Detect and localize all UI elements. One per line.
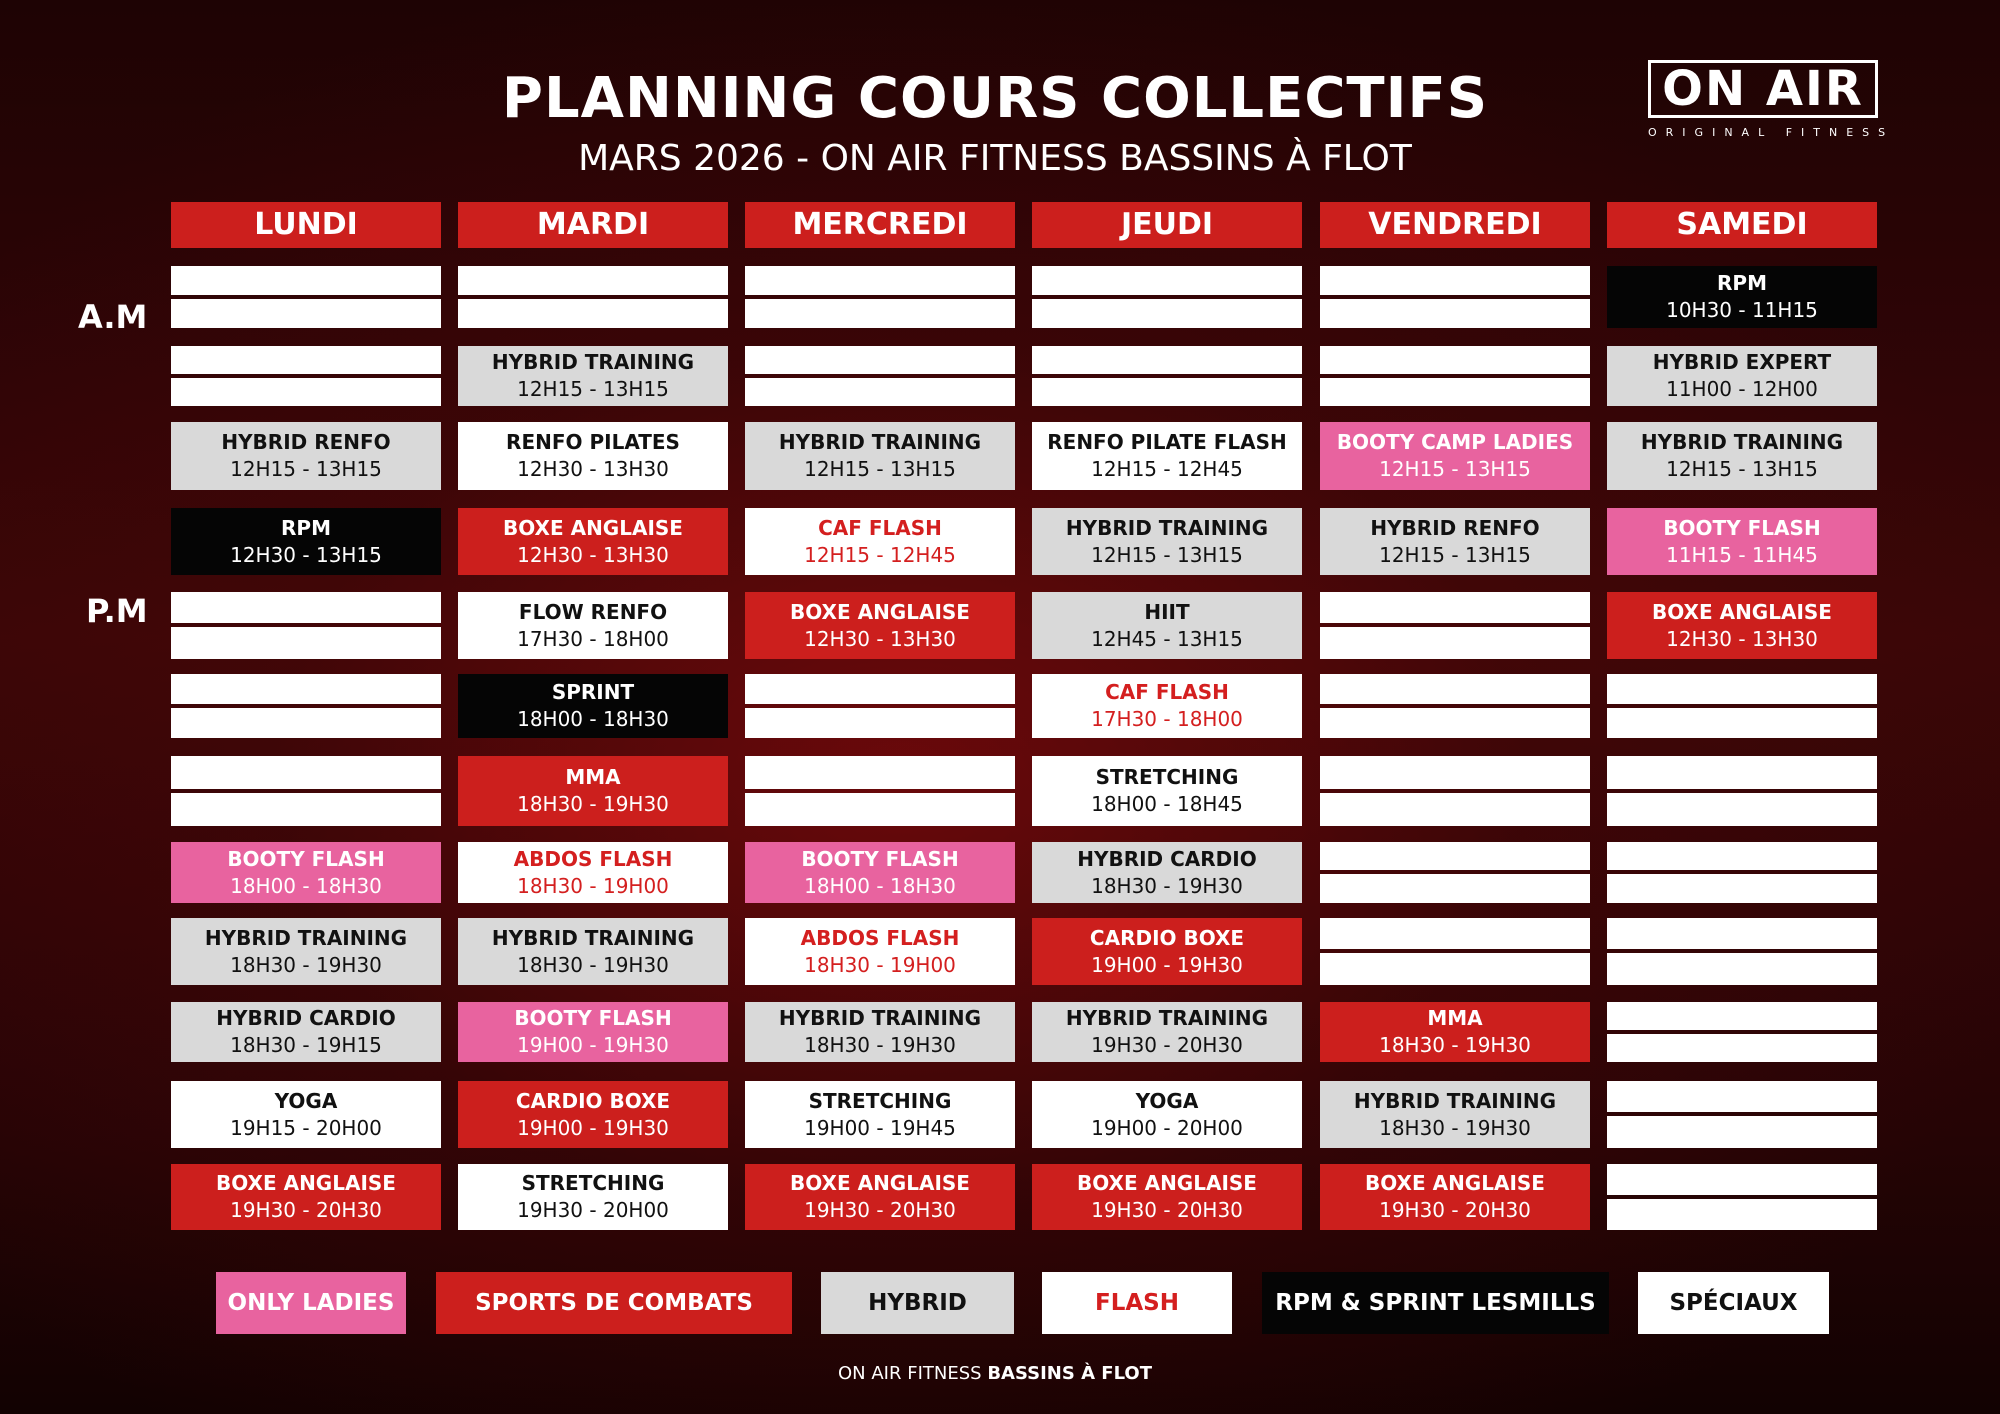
empty-bar: [1320, 674, 1590, 704]
empty-bar: [1032, 299, 1302, 328]
empty-slot-samedi: [1607, 842, 1877, 903]
legend-item-ladies: ONLY LADIES: [216, 1272, 406, 1334]
class-time: 18H30 - 19H00: [804, 952, 956, 977]
class-name: STRETCHING: [1095, 765, 1239, 789]
class-time: 18H30 - 19H15: [230, 1033, 382, 1057]
empty-bar: [745, 674, 1015, 704]
class-card: [458, 422, 728, 490]
empty-bar: [1607, 1002, 1877, 1030]
class-time: 18H00 - 18H30: [804, 873, 956, 898]
class-time: 12H30 - 13H30: [1666, 626, 1818, 651]
class-name: RENFO PILATES: [506, 430, 680, 454]
class-time: 19H15 - 20H00: [230, 1115, 382, 1140]
class-time: 18H30 - 19H30: [517, 792, 669, 816]
class-time: 19H00 - 20H00: [1091, 1115, 1243, 1140]
class-card: [1607, 592, 1877, 659]
empty-bar: [458, 266, 728, 295]
class-slot-vendredi: [1320, 1164, 1590, 1230]
empty-bar: [1607, 1164, 1877, 1195]
class-name: BOOTY CAMP LADIES: [1336, 430, 1574, 454]
class-name: YOGA: [1135, 1088, 1199, 1113]
empty-bar: [171, 592, 441, 623]
class-name: YOGA: [274, 1088, 338, 1113]
class-time: 12H30 - 13H30: [517, 542, 669, 567]
class-time: 11H15 - 11H45: [1666, 542, 1818, 567]
empty-bar: [171, 627, 441, 659]
class-name: MMA: [1427, 1006, 1483, 1030]
class-card: [745, 918, 1015, 985]
class-card: [745, 1164, 1015, 1230]
empty-bar: [1320, 874, 1590, 903]
class-card: [1032, 592, 1302, 659]
class-name: HYBRID TRAINING: [491, 925, 695, 950]
empty-bar: [745, 378, 1015, 406]
empty-bar: [745, 708, 1015, 738]
day-header-mardi: MARDI: [458, 202, 728, 248]
class-slot-mardi: [458, 1081, 728, 1148]
empty-bar: [745, 346, 1015, 374]
class-slot-vendredi: [1320, 1002, 1590, 1062]
class-time: 17H30 - 18H00: [517, 626, 669, 651]
class-card: [458, 1164, 728, 1230]
logo-wordmark: ON AIR: [1648, 60, 1878, 118]
class-time: 19H30 - 20H30: [1091, 1033, 1243, 1057]
empty-slot-mercredi: [745, 266, 1015, 328]
empty-slot-jeudi: [1032, 346, 1302, 406]
class-name: HYBRID TRAINING: [1065, 1006, 1269, 1030]
class-time: 12H45 - 13H15: [1091, 626, 1243, 651]
class-name: BOOTY FLASH: [1663, 515, 1821, 540]
class-card: [171, 918, 441, 985]
class-name: HYBRID TRAINING: [491, 350, 695, 374]
empty-slot-mercredi: [745, 756, 1015, 826]
empty-bar: [171, 708, 441, 738]
day-header-jeudi: JEUDI: [1032, 202, 1302, 248]
class-name: HYBRID TRAINING: [1065, 515, 1269, 540]
class-slot-mercredi: [745, 1002, 1015, 1062]
empty-slot-vendredi: [1320, 674, 1590, 738]
class-card: [1032, 756, 1302, 826]
class-slot-lundi: [171, 842, 441, 903]
class-slot-mercredi: [745, 592, 1015, 659]
class-slot-jeudi: [1032, 592, 1302, 659]
class-card: [458, 346, 728, 406]
class-slot-samedi: [1607, 266, 1877, 328]
class-card: [1032, 674, 1302, 738]
class-slot-lundi: [171, 508, 441, 575]
class-slot-jeudi: [1032, 842, 1302, 903]
empty-bar: [1320, 918, 1590, 949]
class-name: HYBRID TRAINING: [778, 430, 982, 454]
class-card: [1032, 1002, 1302, 1062]
empty-slot-samedi: [1607, 756, 1877, 826]
empty-bar: [1607, 708, 1877, 738]
empty-bar: [745, 299, 1015, 328]
empty-slot-samedi: [1607, 674, 1877, 738]
class-name: HYBRID CARDIO: [216, 1006, 396, 1030]
class-time: 19H00 - 19H30: [1091, 952, 1243, 977]
class-slot-mercredi: [745, 508, 1015, 575]
class-name: CAF FLASH: [1105, 680, 1229, 704]
class-name: BOXE ANGLAISE: [1652, 599, 1832, 624]
class-slot-jeudi: [1032, 674, 1302, 738]
empty-slot-vendredi: [1320, 756, 1590, 826]
class-slot-jeudi: [1032, 1081, 1302, 1148]
empty-bar: [1607, 1081, 1877, 1112]
class-time: 19H00 - 19H30: [517, 1033, 669, 1057]
class-time: 18H00 - 18H30: [517, 707, 669, 731]
class-slot-mercredi: [745, 1081, 1015, 1148]
page-subtitle: MARS 2026 - ON AIR FITNESS BASSINS À FLOT: [578, 138, 1412, 179]
empty-bar: [1320, 346, 1590, 374]
empty-bar: [171, 299, 441, 328]
class-slot-samedi: [1607, 346, 1877, 406]
class-name: BOOTY FLASH: [801, 846, 959, 871]
class-card: [1607, 266, 1877, 328]
class-name: BOXE ANGLAISE: [790, 1171, 970, 1195]
class-card: [745, 842, 1015, 903]
class-slot-mardi: [458, 422, 728, 490]
footer: [0, 1363, 1990, 1384]
class-time: 18H30 - 19H30: [230, 952, 382, 977]
class-card: [458, 592, 728, 659]
class-time: 18H30 - 19H00: [517, 873, 669, 898]
class-name: HYBRID EXPERT: [1652, 350, 1832, 374]
class-name: CAF FLASH: [818, 515, 942, 540]
class-time: 12H30 - 13H30: [804, 626, 956, 651]
class-name: HYBRID TRAINING: [204, 925, 408, 950]
class-name: BOOTY FLASH: [514, 1006, 672, 1030]
class-card: [458, 756, 728, 826]
class-card: [171, 1081, 441, 1148]
empty-bar: [1607, 1116, 1877, 1148]
legend-item-special: SPÉCIAUX: [1638, 1272, 1829, 1334]
class-name: BOXE ANGLAISE: [790, 599, 970, 624]
class-slot-lundi: [171, 1081, 441, 1148]
class-time: 18H30 - 19H30: [804, 1033, 956, 1057]
class-time: 12H15 - 13H15: [1379, 457, 1531, 481]
class-card: [1607, 346, 1877, 406]
empty-slot-vendredi: [1320, 842, 1590, 903]
class-card: [745, 508, 1015, 575]
class-name: ABDOS FLASH: [800, 925, 960, 950]
am-label: A.M: [78, 298, 148, 336]
class-card: [171, 842, 441, 903]
empty-bar: [745, 793, 1015, 826]
class-slot-mercredi: [745, 842, 1015, 903]
class-card: [1032, 422, 1302, 490]
empty-slot-lundi: [171, 592, 441, 659]
class-slot-mardi: [458, 592, 728, 659]
class-name: HYBRID TRAINING: [778, 1006, 982, 1030]
class-name: FLOW RENFO: [518, 599, 668, 624]
class-slot-samedi: [1607, 592, 1877, 659]
class-name: CARDIO BOXE: [515, 1088, 671, 1113]
empty-slot-samedi: [1607, 1164, 1877, 1230]
empty-bar: [1320, 953, 1590, 985]
empty-bar: [171, 266, 441, 295]
class-slot-lundi: [171, 422, 441, 490]
empty-slot-samedi: [1607, 918, 1877, 985]
class-slot-jeudi: [1032, 756, 1302, 826]
empty-bar: [171, 378, 441, 406]
legend-item-combat: SPORTS DE COMBATS: [436, 1272, 792, 1334]
class-time: 10H30 - 11H15: [1666, 298, 1818, 322]
class-slot-lundi: [171, 1164, 441, 1230]
class-card: [1032, 508, 1302, 575]
empty-slot-vendredi: [1320, 918, 1590, 985]
class-name: BOXE ANGLAISE: [216, 1171, 396, 1195]
empty-bar: [1607, 1199, 1877, 1230]
empty-bar: [171, 674, 441, 704]
class-card: [458, 674, 728, 738]
class-time: 12H15 - 12H45: [1091, 457, 1243, 481]
empty-bar: [1032, 378, 1302, 406]
class-time: 18H30 - 19H30: [1379, 1115, 1531, 1140]
class-slot-samedi: [1607, 422, 1877, 490]
empty-bar: [1607, 874, 1877, 903]
class-slot-vendredi: [1320, 508, 1590, 575]
empty-slot-mardi: [458, 266, 728, 328]
empty-bar: [745, 266, 1015, 295]
empty-bar: [1320, 299, 1590, 328]
empty-bar: [171, 793, 441, 826]
class-card: [171, 422, 441, 490]
empty-slot-mercredi: [745, 346, 1015, 406]
class-name: BOOTY FLASH: [227, 846, 385, 871]
class-card: [458, 1002, 728, 1062]
page-title: PLANNING COURS COLLECTIFS: [501, 66, 1489, 131]
class-name: RPM: [281, 515, 331, 540]
empty-slot-lundi: [171, 756, 441, 826]
empty-slot-jeudi: [1032, 266, 1302, 328]
class-time: 18H30 - 19H30: [1379, 1033, 1531, 1057]
legend-item-hybrid: HYBRID: [821, 1272, 1014, 1334]
class-time: 19H00 - 19H45: [804, 1115, 956, 1140]
class-name: MMA: [565, 765, 621, 789]
empty-bar: [1320, 708, 1590, 738]
class-time: 18H30 - 19H30: [517, 952, 669, 977]
empty-bar: [1320, 793, 1590, 826]
class-time: 12H30 - 13H15: [230, 542, 382, 567]
class-time: 19H00 - 19H30: [517, 1115, 669, 1140]
class-card: [745, 1002, 1015, 1062]
class-slot-samedi: [1607, 508, 1877, 575]
day-header-mercredi: MERCREDI: [745, 202, 1015, 248]
class-time: 12H15 - 13H15: [1666, 457, 1818, 481]
class-time: 12H15 - 13H15: [1379, 542, 1531, 567]
class-time: 19H30 - 20H30: [804, 1198, 956, 1222]
class-name: HYBRID CARDIO: [1077, 846, 1257, 871]
empty-slot-vendredi: [1320, 346, 1590, 406]
class-card: [458, 842, 728, 903]
pm-label: P.M: [86, 592, 148, 630]
class-name: RENFO PILATE FLASH: [1047, 430, 1287, 454]
class-card: [745, 592, 1015, 659]
class-time: 11H00 - 12H00: [1666, 377, 1818, 401]
empty-bar: [1320, 378, 1590, 406]
empty-bar: [1032, 266, 1302, 295]
class-slot-mercredi: [745, 422, 1015, 490]
class-slot-mardi: [458, 346, 728, 406]
class-slot-vendredi: [1320, 1081, 1590, 1148]
footer-location: BASSINS À FLOT: [987, 1363, 1152, 1384]
class-name: HYBRID TRAINING: [1640, 430, 1844, 454]
class-card: [458, 1081, 728, 1148]
class-slot-mardi: [458, 1164, 728, 1230]
class-name: BOXE ANGLAISE: [1365, 1171, 1545, 1195]
empty-bar: [1607, 918, 1877, 949]
class-slot-mardi: [458, 674, 728, 738]
day-header-samedi: SAMEDI: [1607, 202, 1877, 248]
class-name: SPRINT: [551, 680, 635, 704]
empty-bar: [1320, 592, 1590, 623]
empty-bar: [1032, 346, 1302, 374]
empty-bar: [1607, 1034, 1877, 1062]
empty-slot-lundi: [171, 346, 441, 406]
class-name: STRETCHING: [521, 1171, 665, 1195]
class-slot-mardi: [458, 918, 728, 985]
class-card: [1032, 1164, 1302, 1230]
class-card: [1032, 1081, 1302, 1148]
class-name: BOXE ANGLAISE: [1077, 1171, 1257, 1195]
legend-item-rpm: RPM & SPRINT LESMILLS: [1262, 1272, 1609, 1334]
class-time: 19H30 - 20H30: [1091, 1198, 1243, 1222]
class-name: STRETCHING: [808, 1088, 952, 1113]
class-slot-jeudi: [1032, 918, 1302, 985]
class-time: 18H00 - 18H45: [1091, 792, 1243, 816]
class-slot-mardi: [458, 756, 728, 826]
class-time: 19H30 - 20H30: [1379, 1198, 1531, 1222]
class-name: ABDOS FLASH: [513, 846, 673, 871]
empty-bar: [1607, 953, 1877, 985]
empty-bar: [171, 756, 441, 789]
class-card: [1032, 842, 1302, 903]
empty-bar: [1607, 842, 1877, 870]
empty-slot-lundi: [171, 266, 441, 328]
empty-bar: [1320, 627, 1590, 659]
class-card: [745, 422, 1015, 490]
brand-logo: [1648, 60, 1895, 142]
class-time: 12H15 - 13H15: [804, 457, 956, 481]
class-name: CARDIO BOXE: [1089, 925, 1245, 950]
class-slot-jeudi: [1032, 1002, 1302, 1062]
class-card: [458, 508, 728, 575]
class-time: 12H15 - 13H15: [1091, 542, 1243, 567]
empty-bar: [171, 346, 441, 374]
class-card: [171, 1164, 441, 1230]
class-slot-mardi: [458, 508, 728, 575]
class-slot-jeudi: [1032, 422, 1302, 490]
empty-slot-lundi: [171, 674, 441, 738]
empty-bar: [458, 299, 728, 328]
class-name: RPM: [1717, 271, 1767, 295]
class-slot-jeudi: [1032, 1164, 1302, 1230]
class-name: HYBRID RENFO: [1370, 515, 1540, 540]
empty-bar: [1320, 756, 1590, 789]
class-card: [1320, 508, 1590, 575]
class-card: [1607, 508, 1877, 575]
empty-slot-samedi: [1607, 1081, 1877, 1148]
class-name: HYBRID RENFO: [221, 430, 391, 454]
class-time: 12H15 - 12H45: [804, 542, 956, 567]
empty-slot-samedi: [1607, 1002, 1877, 1062]
day-header-lundi: LUNDI: [171, 202, 441, 248]
class-card: [171, 1002, 441, 1062]
class-card: [171, 508, 441, 575]
class-slot-lundi: [171, 918, 441, 985]
class-slot-mercredi: [745, 1164, 1015, 1230]
class-card: [1320, 1002, 1590, 1062]
empty-bar: [1607, 793, 1877, 826]
logo-tagline: ORIGINAL FITNESS: [1648, 126, 1895, 139]
class-slot-mardi: [458, 842, 728, 903]
class-card: [1320, 1081, 1590, 1148]
class-name: HIIT: [1144, 599, 1190, 624]
class-name: HYBRID TRAINING: [1353, 1088, 1557, 1113]
class-card: [1032, 918, 1302, 985]
class-slot-jeudi: [1032, 508, 1302, 575]
class-time: 12H15 - 13H15: [517, 377, 669, 401]
class-slot-mardi: [458, 1002, 728, 1062]
class-card: [745, 1081, 1015, 1148]
empty-slot-vendredi: [1320, 266, 1590, 328]
class-slot-lundi: [171, 1002, 441, 1062]
empty-slot-vendredi: [1320, 592, 1590, 659]
day-header-vendredi: VENDREDI: [1320, 202, 1590, 248]
class-slot-vendredi: [1320, 422, 1590, 490]
class-time: 12H15 - 13H15: [230, 457, 382, 481]
legend-item-flash: FLASH: [1042, 1272, 1232, 1334]
empty-bar: [1320, 266, 1590, 295]
class-time: 18H30 - 19H30: [1091, 873, 1243, 898]
class-time: 18H00 - 18H30: [230, 873, 382, 898]
empty-bar: [745, 756, 1015, 789]
class-name: BOXE ANGLAISE: [503, 515, 683, 540]
empty-bar: [1320, 842, 1590, 870]
class-time: 12H30 - 13H30: [517, 457, 669, 481]
empty-bar: [1607, 756, 1877, 789]
class-slot-mercredi: [745, 918, 1015, 985]
class-time: 17H30 - 18H00: [1091, 707, 1243, 731]
empty-bar: [1607, 674, 1877, 704]
class-card: [1320, 422, 1590, 490]
class-card: [1607, 422, 1877, 490]
footer-prefix: ON AIR FITNESS: [838, 1363, 982, 1384]
class-card: [458, 918, 728, 985]
empty-slot-mercredi: [745, 674, 1015, 738]
class-time: 19H30 - 20H30: [230, 1198, 382, 1222]
class-card: [1320, 1164, 1590, 1230]
class-time: 19H30 - 20H00: [517, 1198, 669, 1222]
